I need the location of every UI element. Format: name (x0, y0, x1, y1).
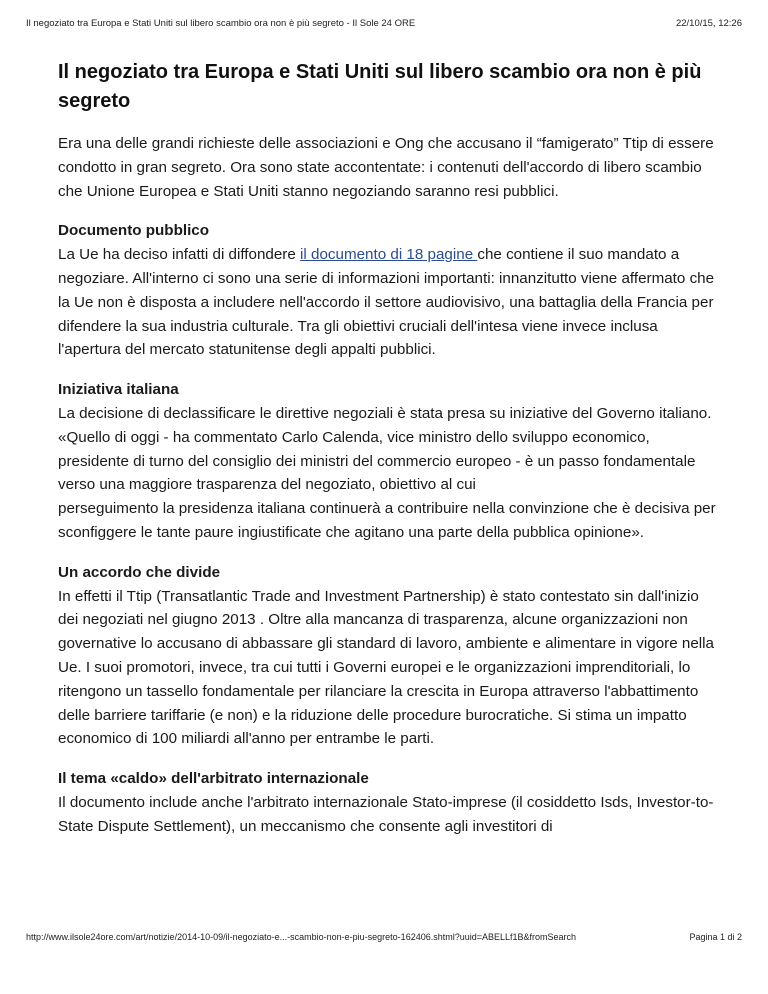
section-accordo-che-divide (58, 561, 718, 751)
section-heading: Il tema «caldo» dell'arbitrato internazionale (58, 770, 369, 788)
footer-page-number: Pagina 1 di 2 (689, 932, 742, 942)
section-heading: Un accordo che divide (58, 563, 221, 581)
section-arbitrato (58, 767, 718, 838)
header-page-title: Il negoziato tra Europa e Stati Uniti sul libero scambio ora non è più segreto - Il Sole 24 ORE (26, 18, 416, 29)
section-text: che contiene il suo mandato a negoziare. All'interno ci sono una serie di informazioni importanti: innanzitutto viene affermato che la Ue non è disposta a includere nell'accordo il settore audiovisivo, una battaglia della Francia per difendere la sua industria culturale. Tra gli obiettivi cruciali dell'intesa viene invece inclusa l'apertura del mercato statunitense degli appalti pubblici. (58, 246, 715, 359)
section-text: In effetti il Ttip (Transatlantic Trade and Investment Partnership) è stato contestato sin dall'inizio dei negoziati nel giugno 2013 . Oltre alla mancanza di trasparenza, alcune organizzazioni non governative lo accusano di abbassare gli standard di lavoro, ambiente e alimentare in vigore nella Ue. I suoi promotori, invece, tra cui tutti i Governi europei e le organizzazioni imprenditoriali, lo ritengono un tassello fondamentale per rilanciare la crescita in Europa attraverso l'abbattimento delle barriere tariffarie (e non) e la riduzione delle procedure burocratiche. Si stima un impatto economico di 100 miliardi all'anno per entrambe le parti. (58, 587, 714, 748)
section-iniziativa-italiana (58, 378, 718, 545)
section-text: Il documento include anche l'arbitrato internazionale Stato-imprese (il cosiddetto Isds, Investor-to-State Dispute Settlement), un meccanismo che consente agli investitori di (58, 793, 714, 835)
section-text: perseguimento la presidenza italiana continuerà a contribuire nella convinzione che è decisiva per sconfiggere le tante paure ingiustificate che agitano una parte della pubblica opinione». (58, 500, 716, 541)
document-link[interactable]: il documento di 18 pagine (300, 246, 478, 264)
article (58, 58, 718, 855)
section-heading: Iniziativa italiana (58, 381, 179, 399)
section-text: La Ue ha deciso infatti di diffondere (58, 246, 301, 264)
section-text: La decisione di declassificare le direttive negoziali è stata presa su iniziative del Governo italiano. «Quello di oggi - ha commentato Carlo Calenda, vice ministro dello sviluppo economico, presidente di turno del consiglio dei ministri del commercio europeo - è un passo fondamentale verso una maggiore trasparenza del negoziato, obiettivo al cui (58, 404, 712, 494)
article-title: Il negoziato tra Europa e Stati Uniti sul libero scambio ora non è più segreto (58, 61, 702, 112)
header-datetime: 22/10/15, 12:26 (675, 18, 742, 29)
print-header (26, 18, 742, 29)
footer-url: http://www.ilsole24ore.com/art/notizie/2014-10-09/il-negoziato-e...-scambio-non-e-piu-segreto-162406.shtml?uuid=ABELLf1B&fromSearch (26, 932, 577, 942)
section-heading: Documento pubblico (58, 222, 210, 240)
print-footer (26, 932, 742, 942)
section-documento-pubblico (58, 219, 718, 362)
article-intro: Era una delle grandi richieste delle associazioni e Ong che accusano il “famigerato” Ttip di essere condotto in gran segreto. Ora sono state accontentate: i contenuti dell'accordo di libero scambio che Unione Europea e Stati Uniti stanno negoziando saranno resi pubblici. (58, 135, 714, 200)
